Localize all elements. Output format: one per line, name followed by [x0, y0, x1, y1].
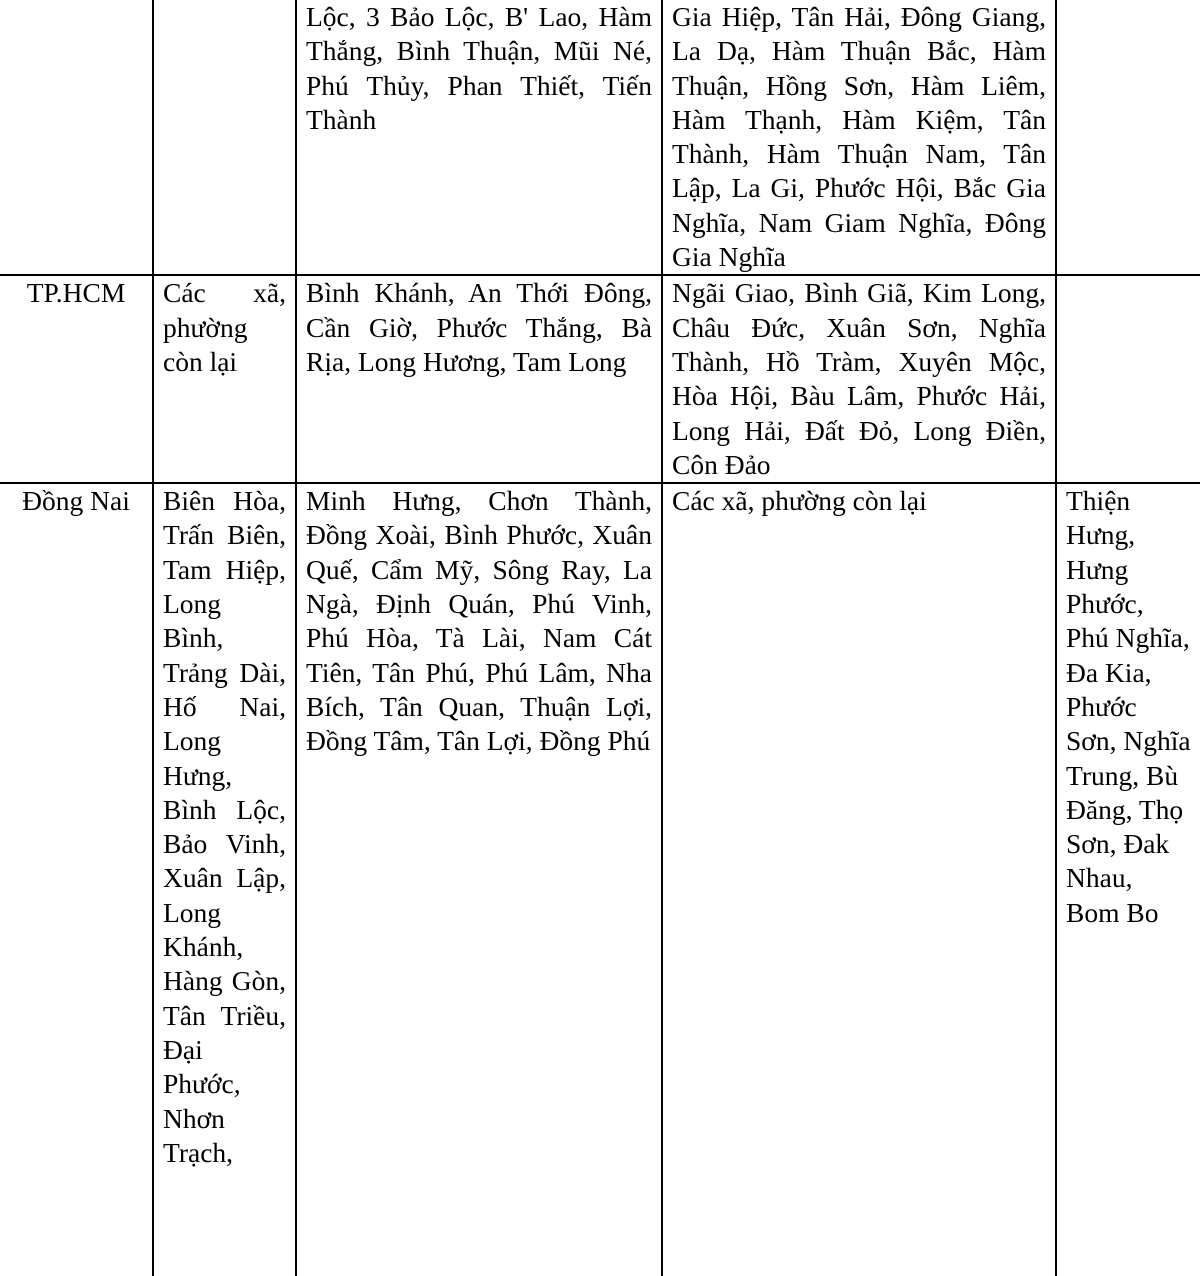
group-d-cell: Thiện Hưng, Hưng Phước, Phú Nghĩa, Đa Kia, Phước Sơn, Nghĩa Trung, Bù Đăng, Thọ Sơn, Đak Nhau, Bom Bo [1056, 483, 1200, 1276]
province-cell [0, 0, 153, 275]
group-c-cell: Gia Hiệp, Tân Hải, Đông Giang, La Dạ, Hàm Thuận Bắc, Hàm Thuận, Hồng Sơn, Hàm Liêm, Hàm Thạnh, Hàm Kiệm, Tân Thành, Hàm Thuận Nam, Tân Lập, La Gi, Phước Hội, Bắc Gia Nghĩa, Nam Giam Nghĩa, Đông Gia Nghĩa [662, 0, 1056, 275]
group-b-cell: Lộc, 3 Bảo Lộc, B' Lao, Hàm Thắng, Bình Thuận, Mũi Né, Phú Thủy, Phan Thiết, Tiến Thành [296, 0, 662, 275]
group-d-cell [1056, 0, 1200, 275]
group-d-cell [1056, 275, 1200, 483]
group-a-cell: Biên Hòa, Trấn Biên, Tam Hiệp, Long Bình, Trảng Dài, Hố Nai, Long Hưng, Bình Lộc, Bảo Vinh, Xuân Lập, Long Khánh, Hàng Gòn, Tân Triều, Đại Phước, Nhơn Trạch, [153, 483, 296, 1276]
group-b-cell: Minh Hưng, Chơn Thành, Đồng Xoài, Bình Phước, Xuân Quế, Cẩm Mỹ, Sông Ray, La Ngà, Định Quán, Phú Vinh, Phú Hòa, Tà Lài, Nam Cát Tiên, Tân Phú, Phú Lâm, Nha Bích, Tân Quan, Thuận Lợi, Đồng Tâm, Tân Lợi, Đồng Phú [296, 483, 662, 1276]
province-cell: Đồng Nai [0, 483, 153, 1276]
group-a-cell [153, 0, 296, 275]
province-cell: TP.HCM [0, 275, 153, 483]
table-row [0, 0, 1200, 275]
table-row [0, 483, 1200, 1276]
group-c-cell: Các xã, phường còn lại [662, 483, 1056, 1276]
group-c-cell: Ngãi Giao, Bình Giã, Kim Long, Châu Đức, Xuân Sơn, Nghĩa Thành, Hồ Tràm, Xuyên Mộc, Hòa Hội, Bàu Lâm, Phước Hải, Long Hải, Đất Đỏ, Long Điền, Côn Đảo [662, 275, 1056, 483]
group-a-cell: Các xã, phường còn lại [153, 275, 296, 483]
group-b-cell: Bình Khánh, An Thới Đông, Cần Giờ, Phước Thắng, Bà Rịa, Long Hương, Tam Long [296, 275, 662, 483]
table-row [0, 275, 1200, 483]
